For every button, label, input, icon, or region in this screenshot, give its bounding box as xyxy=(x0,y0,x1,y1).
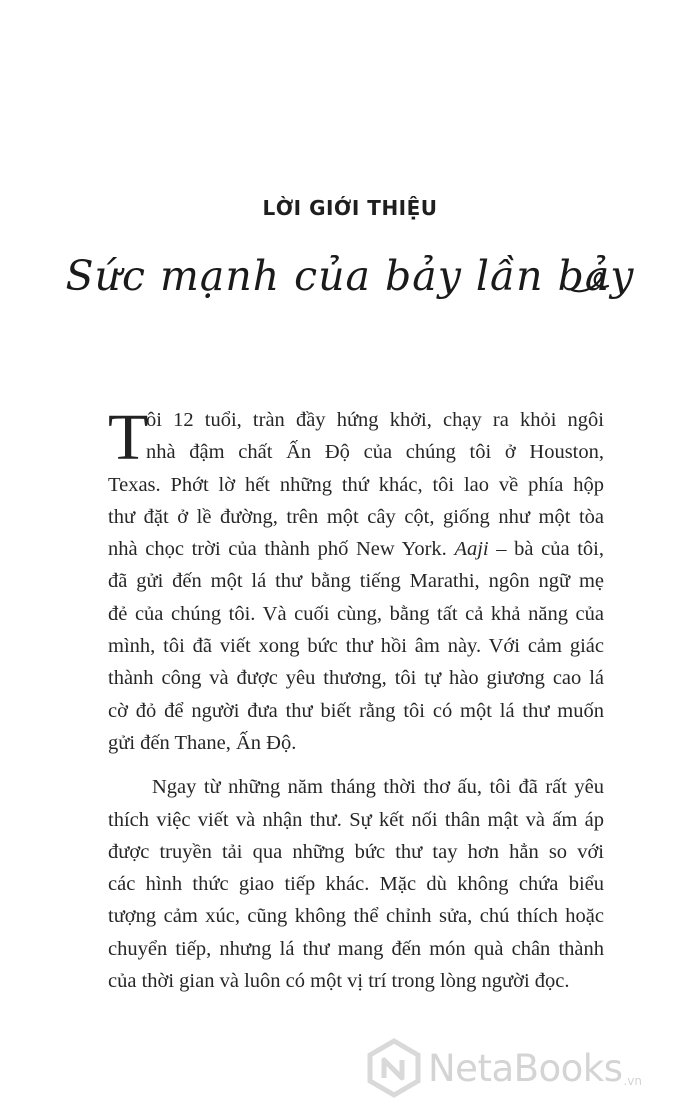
watermark-brand: NetaBooks xyxy=(428,1046,623,1090)
watermark xyxy=(366,1038,642,1098)
italic-term: Aaji xyxy=(454,538,489,561)
drop-cap: T xyxy=(108,401,149,474)
text-segment: nhà chọc trời của thành phố New York. xyxy=(108,538,447,561)
text-line: Ngay từ những năm tháng thời thơ ấu, tôi đã rất yêu xyxy=(152,776,604,799)
text-line: các hình thức giao tiếp khác. Mặc dù không chứa biểu xyxy=(108,873,604,896)
text-segment: – bà của tôi, xyxy=(488,538,605,561)
text-line: Texas. Phớt lờ hết những thứ khác, tôi lao về phía hộp xyxy=(108,473,604,496)
text-line: thư đặt ở lề đường, trên một cây cột, giống như một tòa xyxy=(108,505,604,528)
section-kicker: LỜI GIỚI THIỆU xyxy=(262,196,438,220)
body-text xyxy=(108,401,605,997)
watermark-suffix: .vn xyxy=(623,1074,643,1088)
netabooks-logo-icon xyxy=(366,1038,422,1098)
text-line xyxy=(108,533,604,565)
title-swash-ornament xyxy=(570,268,610,298)
paragraph-2 xyxy=(108,771,604,997)
text-line: gửi đến Thane, Ấn Độ. xyxy=(108,731,297,754)
text-line: thích việc viết và nhận thư. Sự kết nối thân mật và ấm áp xyxy=(108,808,604,831)
text-line: thành công và được yêu thương, tôi tự hào giương cao lá xyxy=(108,667,604,690)
text-line: của thời gian và luôn có một vị trí trong lòng người đọc. xyxy=(108,970,570,993)
text-line: tượng cảm xúc, cũng không thể chỉnh sửa, chú thích hoặc xyxy=(108,905,604,928)
text-line: nhà đậm chất Ấn Độ của chúng tôi ở Houston, xyxy=(146,441,604,464)
text-line: mình, tôi đã viết xong bức thư hồi âm này. Với cảm giác xyxy=(108,635,604,658)
paragraph-1 xyxy=(108,401,605,759)
text-line: ôi 12 tuổi, tràn đầy hứng khởi, chạy ra khỏi ngôi xyxy=(146,409,604,431)
text-line: chuyển tiếp, nhưng lá thư mang đến món quà chân thành xyxy=(108,937,604,960)
chapter-title: Sức mạnh của bảy lần bảy xyxy=(65,252,635,300)
text-line: đẻ của chúng tôi. Và cuối cùng, bằng tất cả khả năng của xyxy=(108,602,604,625)
text-line: đã gửi đến một lá thư bằng tiếng Marathi, ngôn ngữ mẹ xyxy=(108,570,604,593)
text-line: cờ đỏ để người đưa thư biết rằng tôi có một lá thư muốn xyxy=(108,699,604,722)
text-line: được truyền tải qua những bức thư tay hơn hẳn so với xyxy=(108,840,604,863)
